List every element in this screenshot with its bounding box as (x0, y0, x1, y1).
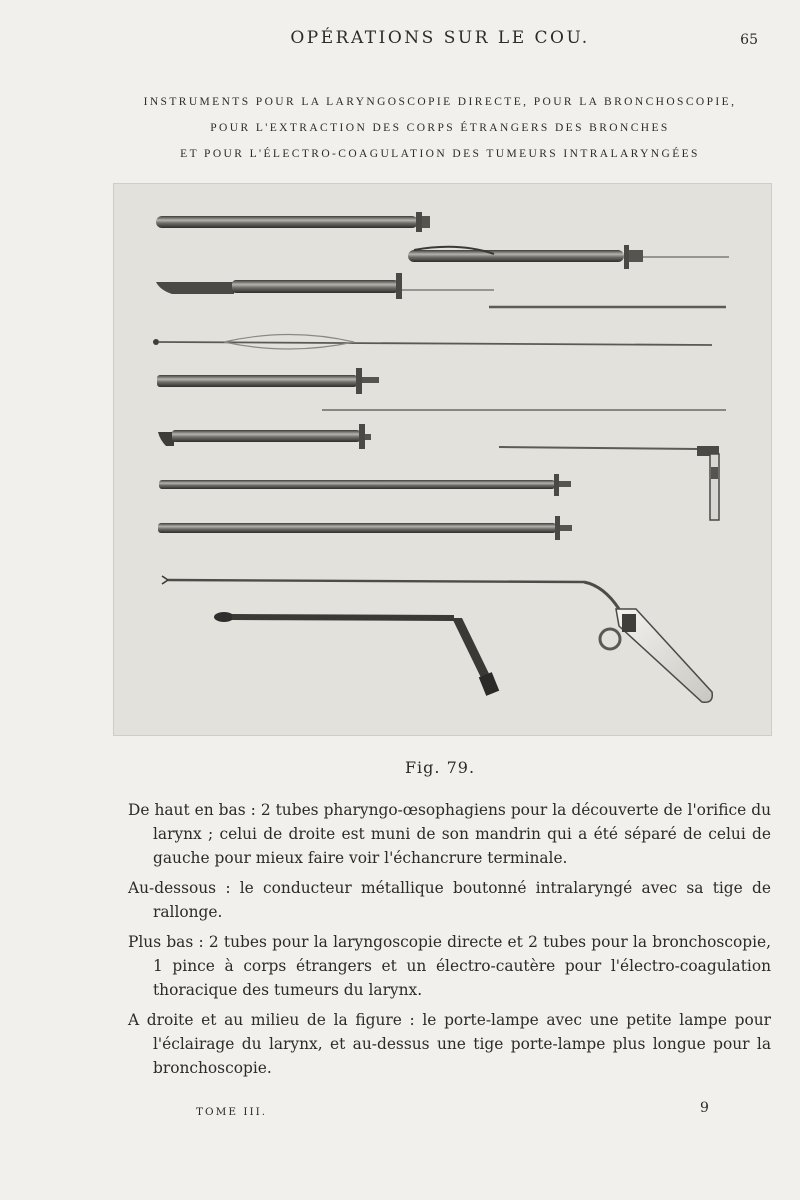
laryngoscopy-tube-2 (158, 424, 371, 449)
legend-paragraph-4: A droite et au milieu de la figure : le porte-lampe avec une petite lampe pour l'éclairage du larynx, et au-dessus une tige porte-lampe plus longue pour la bronchoscopie. (128, 1011, 771, 1077)
laryngoscopy-tube-1 (157, 368, 379, 394)
pharyngo-tube-right-with-stylet (408, 245, 729, 269)
plate-caption-line-3: ET POUR L'ÉLECTRO-COAGULATION DES TUMEURS INTRALARYNGÉES (180, 148, 700, 160)
bronchoscopy-tube-1 (159, 474, 571, 496)
footer-signature: 9 (700, 1100, 709, 1116)
instrument-photograph (113, 183, 772, 736)
figure-label: Fig. 79. (404, 758, 476, 777)
plate-caption-line-1: INSTRUMENTS POUR LA LARYNGOSCOPIE DIRECTE, POUR LA BRONCHOSCOPIE, (143, 96, 737, 108)
figure-legend (128, 798, 771, 1086)
plate-caption-line-2: POUR L'EXTRACTION DES CORPS ÉTRANGERS DES BRONCHES (210, 122, 670, 134)
bronchoscopy-tube-2 (158, 516, 572, 540)
pharyngo-tube-notched (156, 273, 494, 299)
running-head (0, 28, 800, 52)
buttoned-conductor (153, 335, 714, 350)
running-title: OPÉRATIONS SUR LE COU. (290, 28, 590, 48)
foreign-body-forceps (162, 576, 712, 702)
legend-paragraph-2: Au-dessous : le conducteur métallique boutonné intralaryngé avec sa tige de rallonge. (128, 879, 771, 921)
legend-paragraph-1: De haut en bas : 2 tubes pharyngo-œsophagiens pour la découverte de l'orifice du larynx ; celui de droite est muni de son mandrin qui a été séparé de celui de gauche pour mieux faire voir l'échancrure terminale. (128, 801, 771, 867)
page-number: 65 (740, 32, 758, 48)
electro-cautery (214, 612, 499, 696)
plate-caption (0, 89, 800, 167)
instrument-illustration (114, 184, 771, 735)
footer-tome: TOME III. (196, 1106, 268, 1118)
legend-paragraph-3: Plus bas : 2 tubes pour la laryngoscopie directe et 2 tubes pour la bronchoscopie, 1 pince à corps étrangers et un électro-cautère pour l'électro-coagulation thoracique des tumeurs du larynx. (128, 933, 771, 999)
pharyngo-tube-left (156, 212, 430, 232)
